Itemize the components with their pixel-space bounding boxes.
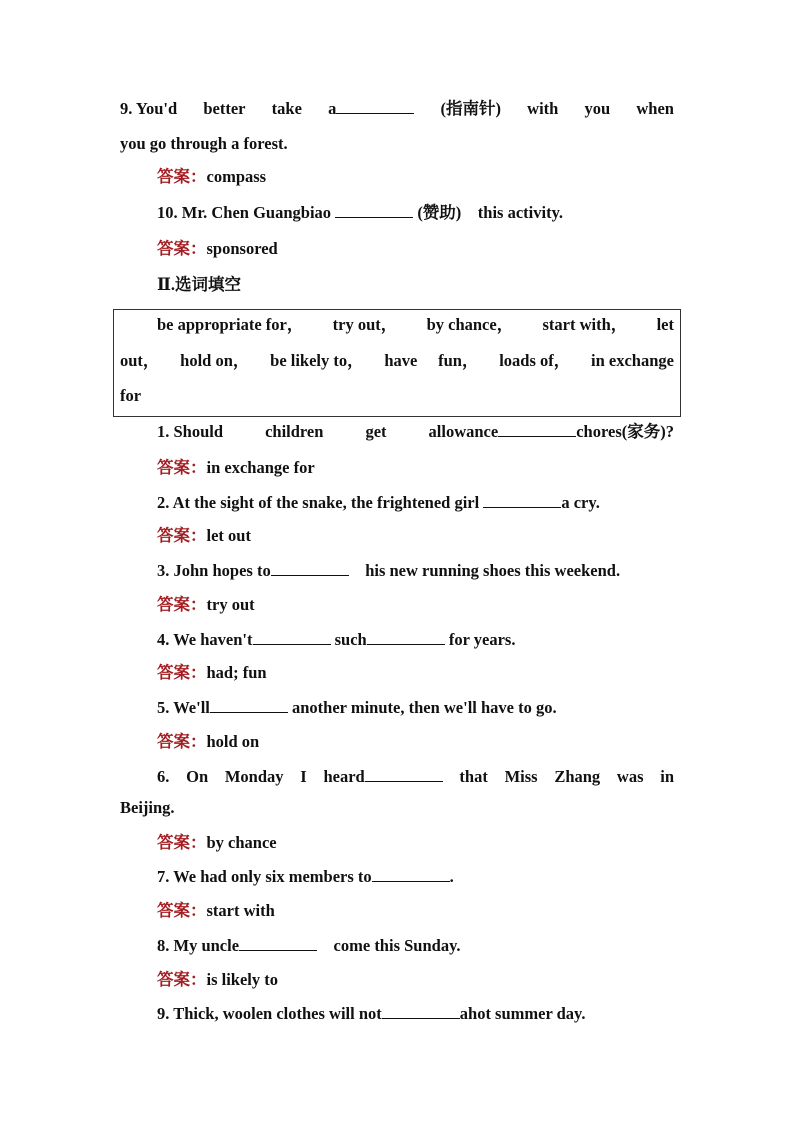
q9a-word: better bbox=[203, 99, 246, 118]
word-bank-phrase: be appropriate for， bbox=[157, 315, 304, 334]
question-text: come this Sunday. bbox=[333, 936, 461, 955]
answer-label: 答案： bbox=[157, 732, 207, 751]
answer-5 bbox=[157, 731, 259, 753]
answer-text: let out bbox=[206, 526, 251, 545]
answer-9a bbox=[157, 166, 266, 188]
answer-blank[interactable] bbox=[336, 98, 414, 114]
answer-blank[interactable] bbox=[367, 629, 445, 645]
answer-label: 答案： bbox=[157, 970, 207, 989]
answer-blank[interactable] bbox=[253, 629, 331, 645]
word-bank-phrase: try out， bbox=[332, 315, 398, 334]
question-text: 10. Mr. Chen Guangbiao bbox=[157, 203, 332, 222]
question-1 bbox=[157, 421, 674, 443]
q6-word: On bbox=[186, 767, 209, 786]
q6-word: I bbox=[300, 767, 307, 786]
word-bank-phrase: fun， bbox=[438, 351, 479, 370]
q6-word: 6. bbox=[157, 767, 170, 786]
answer-blank[interactable] bbox=[335, 202, 413, 218]
question-9b bbox=[157, 1003, 586, 1025]
answer-blank[interactable] bbox=[239, 935, 317, 951]
question-text: 8. My uncle bbox=[157, 936, 240, 955]
question-text: 7. We had only six members to bbox=[157, 867, 372, 886]
answer-7 bbox=[157, 900, 275, 922]
q1-word: 1. Should bbox=[157, 422, 224, 441]
question-text: 3. John hopes to bbox=[157, 561, 271, 580]
answer-blank[interactable] bbox=[483, 492, 561, 508]
q6-word: Monday bbox=[224, 767, 284, 786]
answer-4 bbox=[157, 662, 267, 684]
word-bank-phrase: in exchange bbox=[591, 351, 674, 370]
answer-label: 答案： bbox=[157, 458, 207, 477]
answer-text: in exchange for bbox=[206, 458, 315, 477]
question-text: for years. bbox=[448, 630, 516, 649]
question-7 bbox=[157, 866, 454, 888]
q6-word: that bbox=[459, 767, 488, 786]
question-text: . bbox=[449, 867, 454, 886]
word-bank-phrase: out， bbox=[120, 351, 160, 370]
q6-word: was bbox=[616, 767, 644, 786]
answer-1 bbox=[157, 457, 315, 479]
answer-text: had; fun bbox=[206, 663, 267, 682]
answer-blank[interactable] bbox=[382, 1003, 460, 1019]
q9a-word: when bbox=[636, 99, 674, 118]
answer-10 bbox=[157, 238, 278, 260]
question-text: a cry. bbox=[561, 493, 600, 512]
answer-text: compass bbox=[206, 167, 267, 186]
question-text: 9. Thick, woolen clothes will not bbox=[157, 1004, 382, 1023]
question-6-line1 bbox=[157, 766, 674, 788]
question-text: (赞助) this activity. bbox=[417, 203, 564, 222]
word-bank-phrase: hold on， bbox=[180, 351, 250, 370]
answer-blank[interactable] bbox=[365, 766, 443, 782]
question-text: his new running shoes this weekend. bbox=[365, 561, 621, 580]
question-3 bbox=[157, 560, 620, 582]
q6-word: in bbox=[660, 767, 674, 786]
answer-8 bbox=[157, 969, 278, 991]
word-bank-phrase: loads of， bbox=[499, 351, 571, 370]
word-bank-line1 bbox=[157, 314, 674, 336]
answer-6 bbox=[157, 832, 277, 854]
answer-label: 答案： bbox=[157, 526, 207, 545]
q9a-word: (指南针) bbox=[440, 99, 501, 118]
q1-word: get bbox=[365, 422, 387, 441]
question-text: ahot summer day. bbox=[459, 1004, 586, 1023]
question-2 bbox=[157, 492, 600, 514]
answer-label: 答案： bbox=[157, 663, 207, 682]
answer-label: 答案： bbox=[157, 595, 207, 614]
answer-text: hold on bbox=[206, 732, 260, 751]
q9a-word: a bbox=[328, 99, 337, 118]
question-4 bbox=[157, 629, 515, 651]
answer-text: start with bbox=[206, 901, 275, 920]
answer-blank[interactable] bbox=[271, 560, 349, 576]
word-bank-phrase: by chance， bbox=[426, 315, 514, 334]
q9a-blank-group bbox=[328, 98, 414, 120]
answer-2 bbox=[157, 525, 251, 547]
word-bank-phrase: let bbox=[656, 315, 674, 334]
q9a-word: 9. You'd bbox=[120, 99, 178, 118]
section-heading: Ⅱ.选词填空 bbox=[157, 275, 242, 294]
question-text: another minute, then we'll have to go. bbox=[292, 698, 557, 717]
q9a-word: take bbox=[271, 99, 302, 118]
q1-word: children bbox=[265, 422, 324, 441]
word-bank-phrase: start with， bbox=[542, 315, 628, 334]
word-bank-line2 bbox=[120, 350, 674, 372]
question-8 bbox=[157, 935, 461, 957]
q6-word: Miss bbox=[504, 767, 538, 786]
question-text: 4. We haven't bbox=[157, 630, 253, 649]
question-9a-line1 bbox=[120, 98, 674, 120]
question-text: such bbox=[334, 630, 367, 649]
question-text: 2. At the sight of the snake, the frightened girl bbox=[157, 493, 480, 512]
q6-word: Zhang bbox=[554, 767, 601, 786]
answer-label: 答案： bbox=[157, 833, 207, 852]
answer-blank[interactable] bbox=[498, 421, 576, 437]
answer-blank[interactable] bbox=[372, 866, 450, 882]
q1-word: allowance chores(家务)? bbox=[428, 422, 674, 441]
answer-blank[interactable] bbox=[210, 697, 288, 713]
word-bank-phrase: have bbox=[384, 351, 418, 370]
answer-label: 答案： bbox=[157, 901, 207, 920]
answer-text: by chance bbox=[206, 833, 277, 852]
question-10 bbox=[157, 202, 563, 224]
q9a-word: you bbox=[584, 99, 611, 118]
answer-label: 答案： bbox=[157, 239, 207, 258]
answer-text: sponsored bbox=[206, 239, 278, 258]
question-text: 5. We'll bbox=[157, 698, 210, 717]
question-5 bbox=[157, 697, 557, 719]
question-9a-line2: you go through a forest. bbox=[120, 134, 288, 153]
answer-text: is likely to bbox=[206, 970, 279, 989]
question-6-line2: Beijing. bbox=[120, 798, 175, 817]
word-bank-phrase: be likely to， bbox=[270, 351, 364, 370]
q9a-word: with bbox=[527, 99, 559, 118]
word-bank-line3: for bbox=[120, 386, 142, 405]
answer-text: try out bbox=[206, 595, 255, 614]
answer-3 bbox=[157, 594, 255, 616]
answer-label: 答案： bbox=[157, 167, 207, 186]
q6-word: heard bbox=[323, 766, 442, 788]
